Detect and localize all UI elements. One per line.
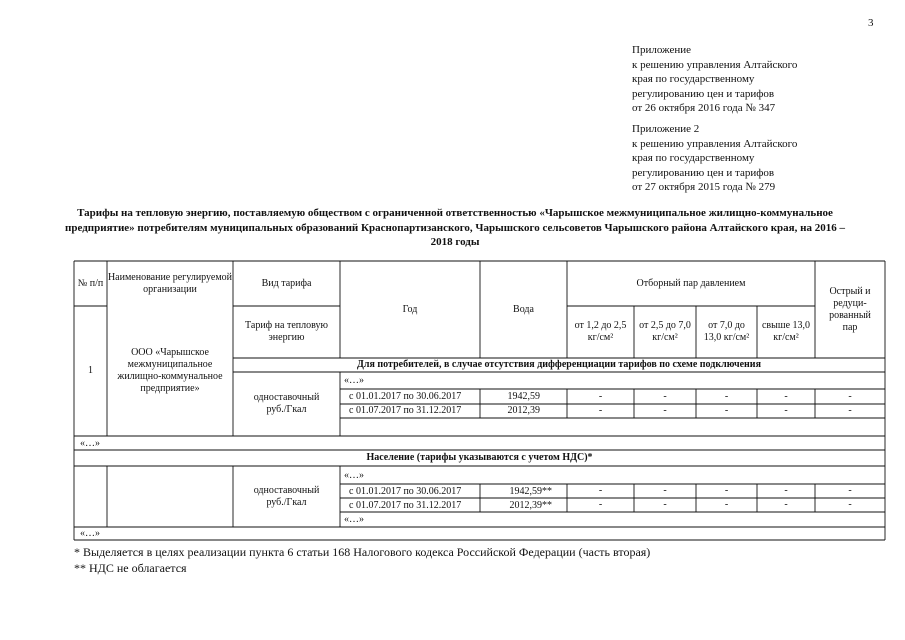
appendix-2-header	[632, 122, 797, 195]
appendix-1-line: края по государственному	[632, 73, 755, 86]
organization-name: ООО «Чарышское межмуниципальное жилищно-коммунальное предприятие»	[117, 347, 223, 394]
period-cell: с 01.07.2017 по 31.12.2017	[349, 405, 462, 416]
pressure-1-value: -	[598, 390, 603, 402]
header-pressure-2: от 2,5 до 7,0 кг/см²	[639, 320, 691, 343]
header-sharp-steam: Острый и редуци-рованный пар	[829, 285, 871, 333]
header-pressure-3: от 7,0 до 13,0 кг/см²	[703, 320, 750, 343]
appendix-2-line: к решению управления Алтайского	[632, 137, 798, 150]
ellipsis-mark: «…»	[344, 470, 364, 481]
section-population: Население (тарифы указываются с учетом НДС)*	[366, 452, 593, 463]
footnote-star: * Выделяется в целях реализации пункта 6 статьи 168 Налогового кодекса Российской Федерации (часть вторая)	[74, 545, 651, 559]
sharp-steam-value: -	[848, 405, 852, 416]
pressure-3-value: -	[724, 485, 729, 496]
appendix-1-line: Приложение	[632, 44, 692, 56]
pressure-4-value: -	[784, 405, 788, 416]
appendix-1-line: к решению управления Алтайского	[632, 58, 798, 71]
appendix-1-header	[632, 43, 797, 116]
pressure-1-value: -	[598, 485, 603, 496]
sharp-steam-value: -	[848, 499, 852, 510]
appendix-2-line: края по государственному	[632, 152, 755, 165]
pressure-4-value: -	[784, 485, 788, 496]
header-pressure-1: от 1,2 до 2,5 кг/см²	[574, 320, 627, 343]
header-year: Год	[402, 303, 418, 315]
period-cell: с 01.07.2017 по 31.12.2017	[349, 500, 462, 511]
appendix-1-line: от 26 октября 2016 года № 347	[632, 102, 776, 115]
period-cell: с 01.01.2017 по 30.06.2017	[349, 486, 462, 497]
pressure-2-value: -	[663, 390, 667, 402]
rate-kind-label: одноставочный руб./Гкал	[253, 392, 320, 415]
water-value: 2012,39**	[509, 500, 552, 511]
footnote-double-star: ** НДС не облагается	[74, 561, 187, 575]
appendix-2-line: Приложение 2	[632, 123, 700, 135]
pressure-2-value: -	[663, 485, 667, 496]
ellipsis-mark: «…»	[344, 375, 364, 386]
sharp-steam-value: -	[848, 485, 852, 496]
ellipsis-mark: «…»	[344, 514, 364, 525]
pressure-3-value: -	[724, 405, 729, 416]
pressure-4-value: -	[784, 390, 788, 402]
page-number: 3	[868, 17, 874, 29]
header-tariff-type: Вид тарифа	[261, 277, 312, 289]
tariff-heat-label: Тариф на тепловую энергию	[245, 320, 328, 343]
header-pressure-4: свыше 13,0 кг/см²	[761, 320, 811, 343]
pressure-3-value: -	[724, 390, 729, 402]
sharp-steam-value: -	[848, 390, 852, 402]
pressure-1-value: -	[598, 499, 603, 510]
pressure-2-value: -	[663, 405, 667, 416]
rate-kind-label: одноставочный руб./Гкал	[253, 484, 320, 508]
pressure-1-value: -	[598, 405, 603, 416]
pressure-3-value: -	[724, 499, 729, 510]
header-org: Наименование регулируемой организации	[107, 271, 233, 295]
section-no-differentiation: Для потребителей, в случае отсутствия дифференциации тарифов по схеме подключения	[357, 359, 761, 370]
header-water: Вода	[513, 303, 534, 315]
appendix-2-line: от 27 октября 2015 года № 279	[632, 181, 776, 194]
appendix-1-line: регулированию цен и тарифов	[632, 87, 775, 100]
period-cell: с 01.01.2017 по 30.06.2017	[349, 391, 462, 402]
water-value: 1942,59	[507, 391, 540, 402]
water-value: 1942,59**	[509, 486, 552, 497]
ellipsis-mark: «…»	[80, 438, 100, 449]
pressure-4-value: -	[784, 499, 788, 510]
document-title: Тарифы на тепловую энергию, поставляемую обществом с ограниченной ответственностью «Чарышское межмуниципальное жилищно-коммунальное предприятие» потребителям муниципальных образований Краснопартизанского, Чарышского сельсоветов Чарышского района Алтайского края, на 2016 – 2018 годы	[65, 207, 845, 248]
header-num: № п/п	[77, 277, 104, 289]
header-steam: Отборный пар давлением	[636, 277, 746, 289]
appendix-2-line: регулированию цен и тарифов	[632, 166, 775, 179]
ellipsis-mark: «…»	[80, 528, 100, 539]
row-number: 1	[88, 365, 93, 376]
pressure-2-value: -	[663, 499, 667, 510]
water-value: 2012,39	[507, 405, 540, 416]
